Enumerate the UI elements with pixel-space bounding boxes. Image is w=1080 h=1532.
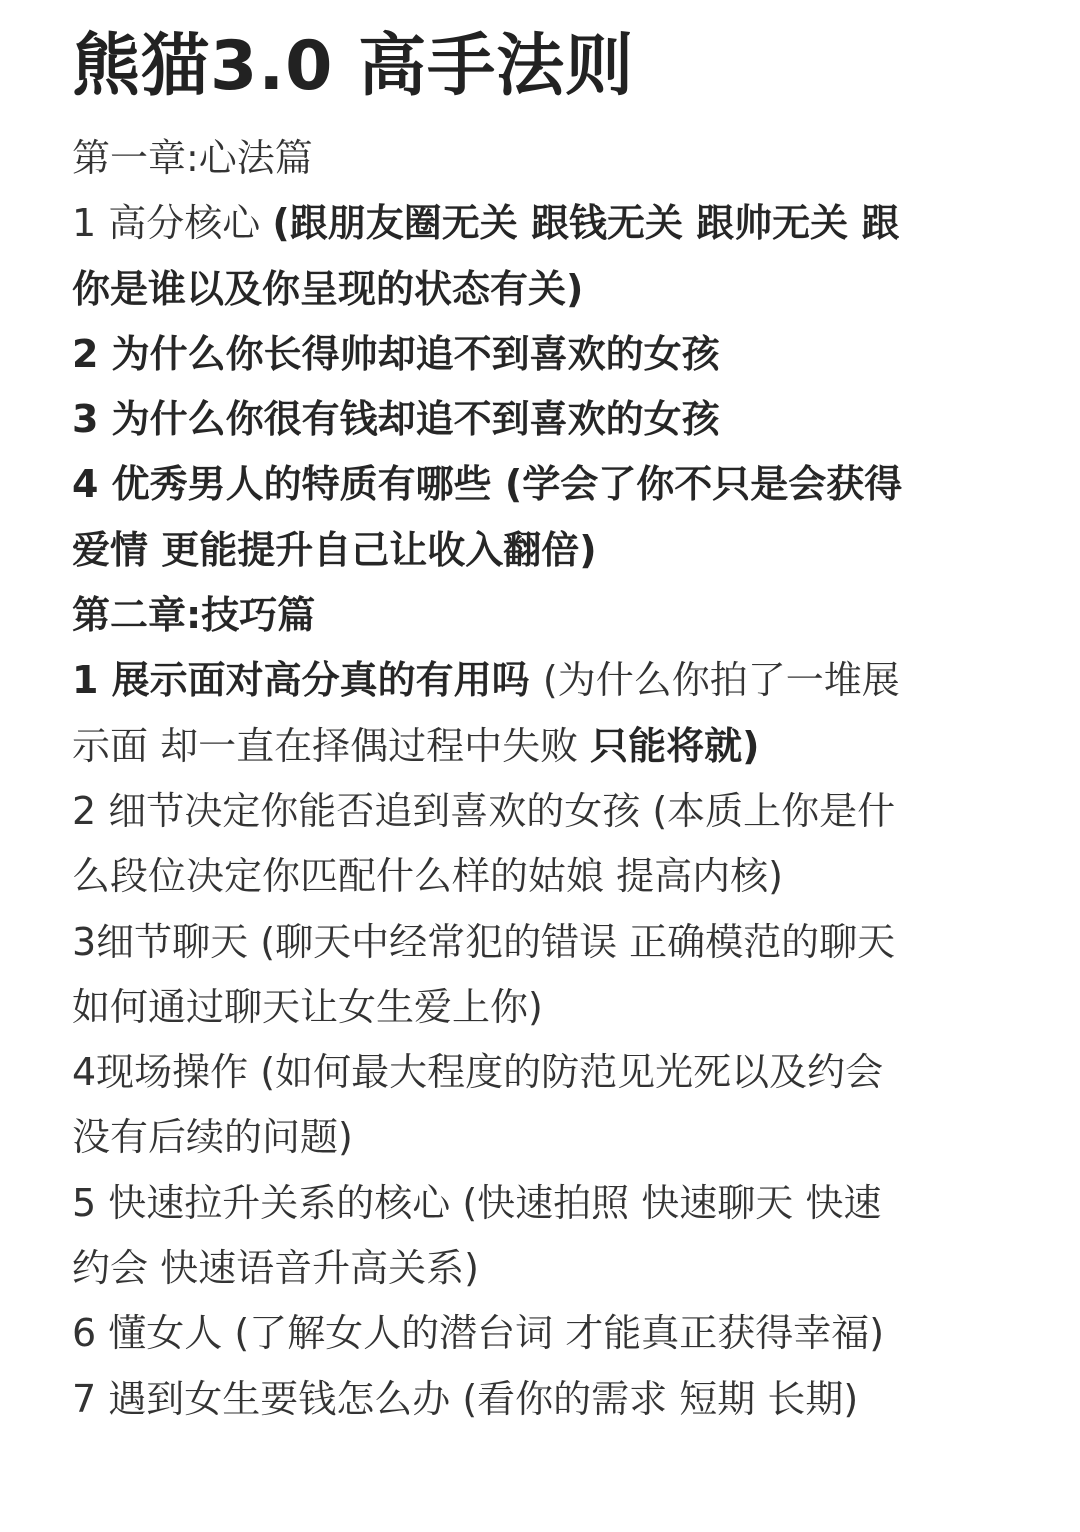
text-line — [72, 126, 1040, 191]
text-segment: 没有后续的问题) — [72, 1115, 353, 1160]
text-line — [72, 1236, 1040, 1301]
text-segment: 4现场操作 (如何最大程度的防范见光死以及约会 — [72, 1050, 884, 1095]
text-line — [72, 257, 1040, 322]
text-line — [72, 583, 1040, 648]
text-line — [72, 452, 1040, 517]
text-segment: 2 细节决定你能否追到喜欢的女孩 (本质上你是什 — [72, 788, 896, 833]
text-segment: 1 展示面对高分真的有用吗 — [72, 658, 543, 703]
text-segment: 1 高分核心 — [72, 201, 273, 246]
text-line — [72, 518, 1040, 583]
text-segment: (为什么你拍了一堆展 — [542, 658, 900, 703]
text-segment: 么段位决定你匹配什么样的姑娘 提高内核) — [72, 854, 783, 899]
text-segment: 你是谁以及你呈现的状态有关) — [72, 266, 584, 311]
document-title: 熊猫3.0 高手法则 — [72, 27, 635, 106]
text-segment: 爱情 更能提升自己让收入翻倍) — [72, 527, 597, 572]
text-segment: 约会 快速语音升高关系) — [72, 1246, 479, 1291]
text-segment: (跟朋友圈无关 跟钱无关 跟帅无关 跟 — [272, 201, 900, 246]
text-segment: 第一章:心法篇 — [72, 136, 313, 180]
text-line — [72, 1301, 1040, 1366]
text-line — [72, 1040, 1040, 1105]
text-segment: 3 为什么你很有钱却追不到喜欢的女孩 — [72, 397, 720, 442]
text-segment: 第二章:技巧篇 — [72, 593, 316, 638]
text-line — [72, 1105, 1040, 1170]
text-segment: 如何通过聊天让女生爱上你) — [72, 984, 543, 1029]
document-body — [72, 126, 1040, 1432]
text-line — [72, 387, 1040, 452]
text-segment: 6 懂女人 (了解女人的潜台词 才能真正获得幸福) — [72, 1311, 885, 1356]
text-segment: 示面 却一直在择偶过程中失败 — [72, 723, 591, 768]
text-line — [72, 910, 1040, 975]
text-line — [72, 779, 1040, 844]
text-line — [72, 844, 1040, 909]
text-line — [72, 191, 1040, 256]
text-segment: 5 快速拉升关系的核心 (快速拍照 快速聊天 快速 — [72, 1180, 882, 1225]
text-line — [72, 1367, 1040, 1432]
text-line — [72, 714, 1040, 779]
text-line — [72, 322, 1040, 387]
text-segment: 只能将就) — [590, 723, 760, 768]
text-line — [72, 648, 1040, 713]
text-segment: 4 优秀男人的特质有哪些 (学会了你不只是会获得 — [72, 462, 903, 507]
text-segment: 7 遇到女生要钱怎么办 (看你的需求 短期 长期) — [72, 1376, 859, 1421]
text-line — [72, 1171, 1040, 1236]
text-segment: 2 为什么你长得帅却追不到喜欢的女孩 — [72, 331, 720, 376]
text-segment: 3细节聊天 (聊天中经常犯的错误 正确模范的聊天 — [72, 919, 896, 964]
text-line — [72, 975, 1040, 1040]
